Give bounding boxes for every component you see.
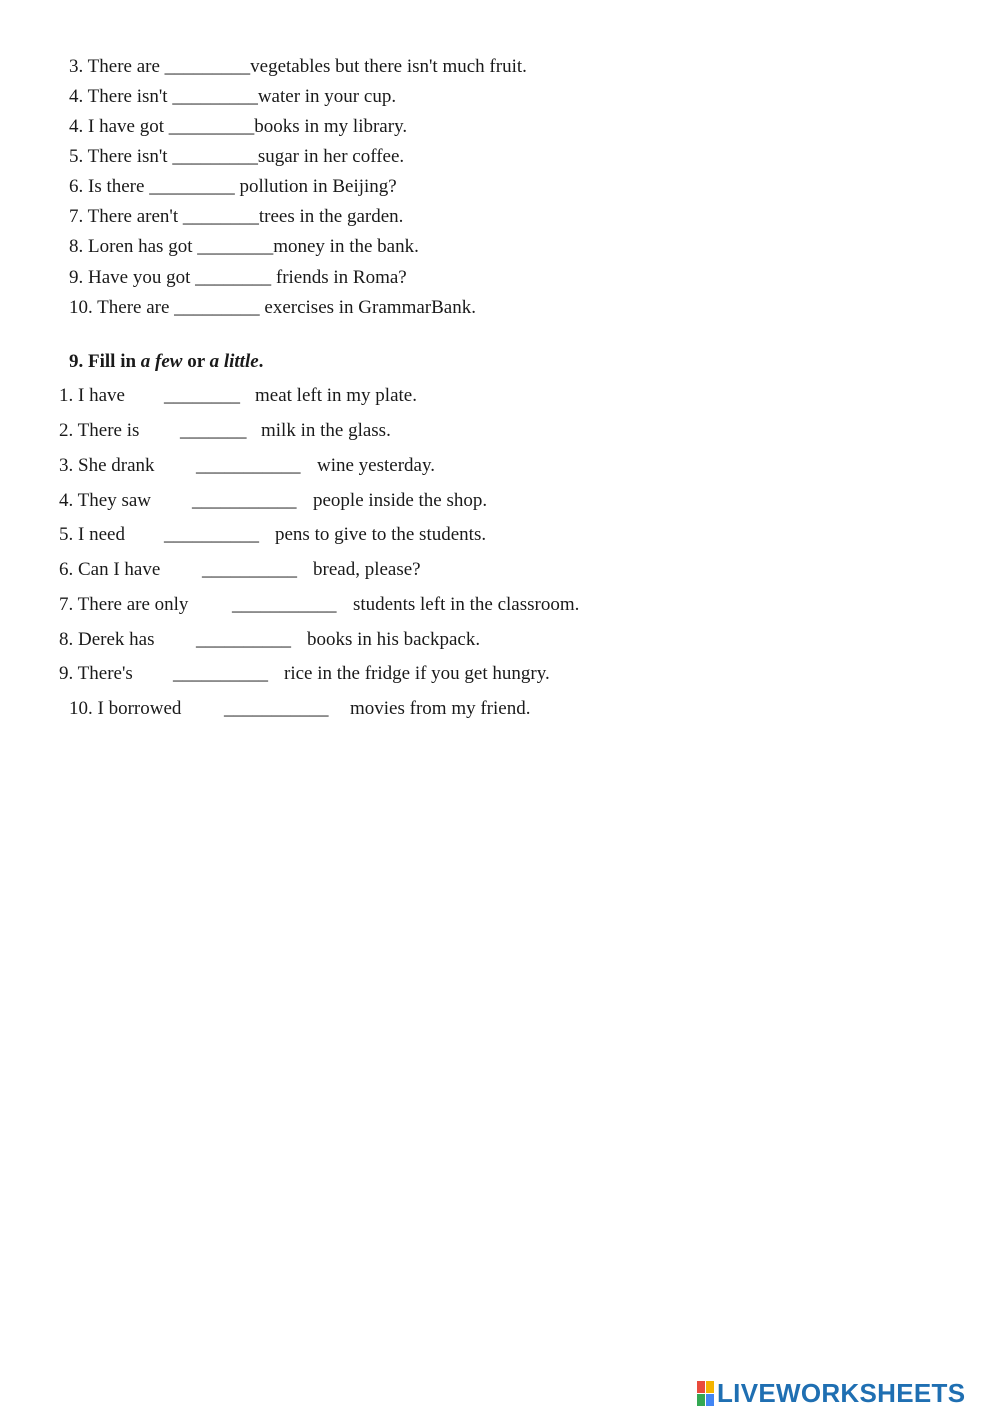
answer-blank[interactable]: __________ bbox=[196, 629, 291, 650]
ex8-line-4a: 4. There isn't _________water in your cup. bbox=[69, 86, 397, 107]
answer-blank[interactable]: __________ bbox=[164, 524, 259, 545]
ex8-line-10: 10. There are _________ exercises in GrammarBank. bbox=[69, 297, 476, 318]
ex8-line-6: 6. Is there _________ pollution in Beijing? bbox=[69, 176, 397, 197]
ex8-line-5: 5. There isn't _________sugar in her coffee. bbox=[69, 146, 405, 167]
answer-blank[interactable]: ________ bbox=[164, 385, 240, 406]
ex8-line-4b: 4. I have got _________books in my library. bbox=[69, 116, 408, 137]
answer-blank[interactable]: ___________ bbox=[232, 594, 337, 615]
ex8-line-8: 8. Loren has got ________money in the bank. bbox=[69, 236, 419, 257]
liveworksheets-logo[interactable] bbox=[697, 1379, 965, 1407]
ex8-line-9: 9. Have you got ________ friends in Roma? bbox=[69, 267, 407, 288]
logo-text: LIVEWORKSHEETS bbox=[717, 1377, 966, 1408]
ex9-heading: 9. Fill in a few or a little. bbox=[69, 351, 264, 372]
option-a-little: a little bbox=[209, 351, 259, 372]
answer-blank[interactable]: ___________ bbox=[192, 490, 297, 511]
answer-blank[interactable]: ___________ bbox=[224, 698, 329, 719]
ex8-line-7: 7. There aren't ________trees in the garden. bbox=[69, 206, 404, 227]
answer-blank[interactable]: _______ bbox=[180, 420, 247, 441]
ex8-line-3: 3. There are _________vegetables but there isn't much fruit. bbox=[69, 56, 527, 77]
answer-blank[interactable]: __________ bbox=[173, 663, 268, 684]
answer-blank[interactable]: ___________ bbox=[196, 455, 301, 476]
option-a-few: a few bbox=[140, 351, 183, 372]
liveworksheets-logo-icon bbox=[697, 1381, 714, 1406]
worksheet-page: 3. There are _________vegetables but there isn't much fruit. 4. There isn't _________water in your cup. 4. I have got _________books in my library. 5. There isn't _________sugar in her coffee. 6. Is there _________ pollution in Beijing? 7. There aren't ________trees in the garden. 8. Loren has got ________money in the bank. 9. Have you got ________ friends in Roma? 10. There are _________ exercises in GrammarBank. 9. Fill in a few or a little. 1. I have ________ meat left in my plate. 2. There is _______ milk in the glass. 3. She drank ___________ wine yesterday. 4. They saw ___________ people inside the shop. 5. I need __________ pens to give to the students. 6. Can I have __________ bread, please? 7. There are only ___________ students left in the classroom. 8. Derek has __________ books in his backpack. 9. There's __________ rice in the fridge if you get hungry. 10. I borrowed ___________ movies from my friend. LIVEWORKSHEETS bbox=[59, 56, 966, 1408]
answer-blank[interactable]: __________ bbox=[202, 559, 297, 580]
